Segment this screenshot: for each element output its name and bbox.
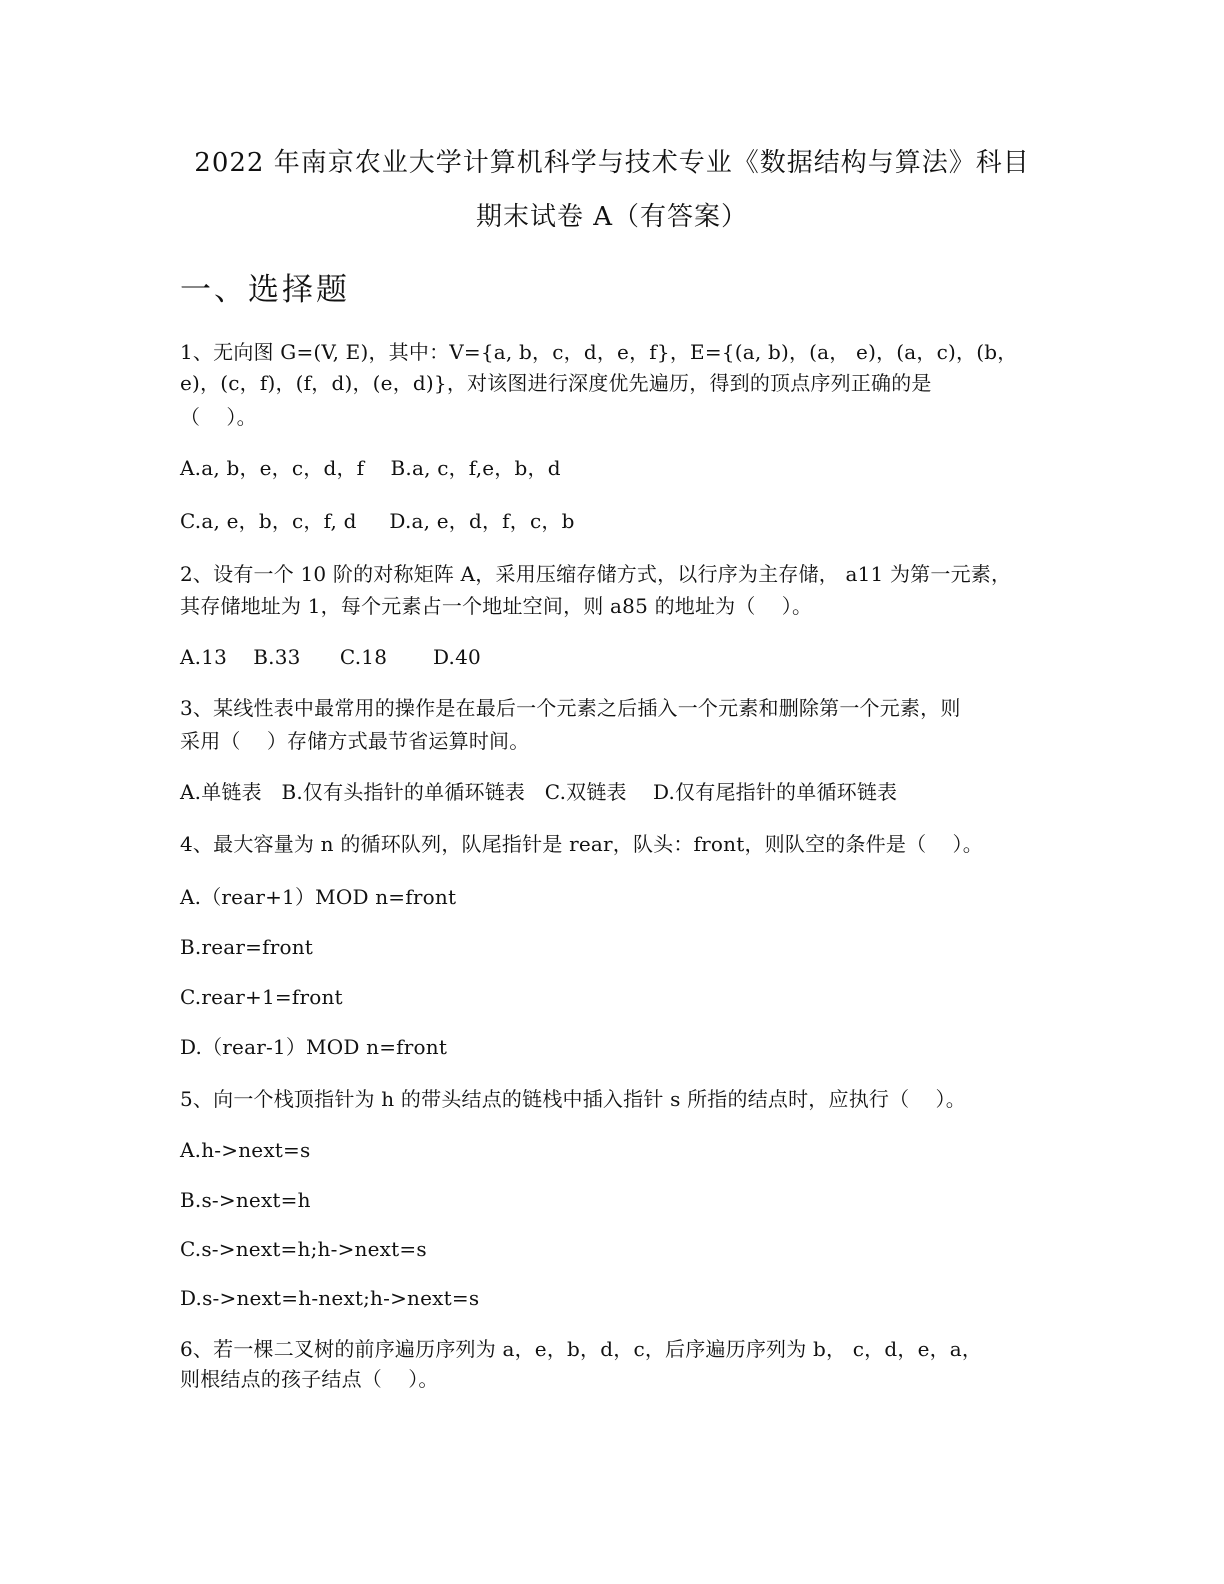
question-4-option-b: B.rear=front	[180, 935, 314, 959]
question-3-line-1: 3、某线性表中最常用的操作是在最后一个元素之后插入一个元素和删除第一个元素，则	[180, 696, 961, 720]
question-5-line-1: 5、向一个栈顶指针为 h 的带头结点的链栈中插入指针 s 所指的结点时，应执行（ ）。	[180, 1087, 966, 1111]
question-2-options: A.13 B.33 C.18 D.40	[180, 645, 481, 669]
question-4-option-d: D.（rear-1）MOD n=front	[180, 1035, 448, 1059]
question-5-option-a: A.h->next=s	[180, 1138, 311, 1162]
question-1-options-ab: A.a, b，e，c，d，f B.a, c，f,e，b，d	[180, 456, 561, 480]
question-3-line-2: 采用（ ）存储方式最节省运算时间。	[180, 729, 530, 753]
question-4-option-c: C.rear+1=front	[180, 985, 343, 1009]
question-4-option-a: A.（rear+1）MOD n=front	[180, 885, 457, 909]
question-6-line-2: 则根结点的孩子结点（ ）。	[180, 1367, 439, 1391]
question-2-line-1: 2、设有一个 10 阶的对称矩阵 A，采用压缩存储方式，以行序为主存储， a11 为第一元素，	[180, 562, 1012, 586]
question-6-line-1: 6、若一棵二叉树的前序遍历序列为 a，e，b，d，c，后序遍历序列为 b， c，d，e，a，	[180, 1337, 983, 1361]
question-1-line-2: e)，(c，f)，(f，d)，(e，d)}，对该图进行深度优先遍历，得到的顶点序列正确的是	[180, 371, 932, 395]
question-1-line-3: （ ）。	[180, 405, 257, 429]
question-5-option-b: B.s->next=h	[180, 1188, 311, 1212]
question-5-option-c: C.s->next=h;h->next=s	[180, 1237, 427, 1261]
question-1-line-1: 1、无向图 G=(V, E)，其中：V={a, b，c，d，e，f}，E={(a, b)，(a， e)，(a，c)，(b，	[180, 340, 1018, 364]
question-5-option-d: D.s->next=h-next;h->next=s	[180, 1286, 480, 1310]
section-heading: 一、选择题	[180, 272, 350, 308]
question-3-options: A.单链表 B.仅有头指针的单循环链表 C.双链表 D.仅有尾指针的单循环链表	[180, 780, 898, 804]
question-1-options-cd: C.a, e，b，c，f, d D.a, e，d，f，c，b	[180, 509, 575, 533]
question-4-line-1: 4、最大容量为 n 的循环队列，队尾指针是 rear，队头：front，则队空的条件是（ ）。	[180, 832, 983, 856]
document-title-line-1: 2022 年南京农业大学计算机科学与技术专业《数据结构与算法》科目	[194, 148, 1030, 178]
document-title-line-2: 期末试卷 A（有答案）	[475, 202, 749, 232]
question-2-line-2: 其存储地址为 1，每个元素占一个地址空间，则 a85 的地址为（ ）。	[180, 594, 813, 618]
